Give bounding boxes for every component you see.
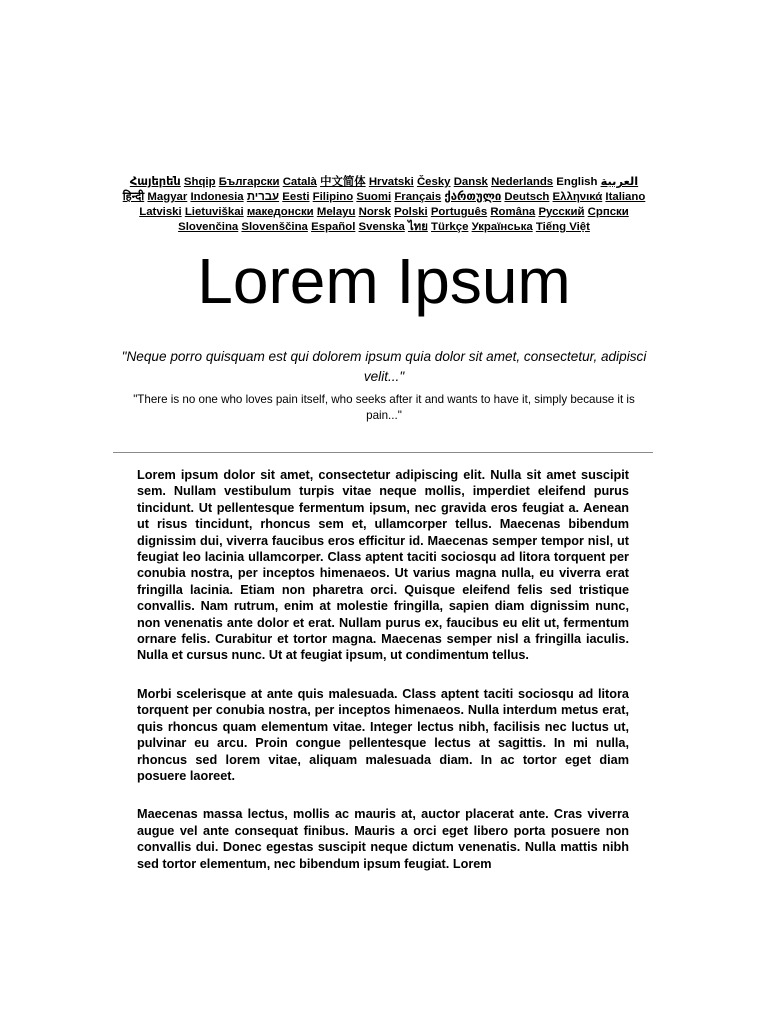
language-link[interactable]: Slovenčina [178,221,239,233]
language-link[interactable]: Svenska [358,221,405,233]
language-link[interactable]: Հայերեն [129,176,181,188]
language-link[interactable]: Slovenščina [241,221,308,233]
language-link[interactable]: Česky [416,176,451,188]
language-link[interactable]: Български [218,176,280,188]
language-link[interactable]: Español [311,221,356,233]
language-current: English [556,176,598,188]
language-link[interactable]: 中文简体 [320,176,366,188]
language-link[interactable]: Latviski [139,206,182,218]
language-link[interactable]: Português [430,206,488,218]
language-link[interactable]: Suomi [356,191,392,203]
language-link[interactable]: македонски [246,206,314,218]
language-link[interactable]: Italiano [605,191,646,203]
language-link[interactable]: Ελληνικά [552,191,603,203]
body-paragraph: Maecenas massa lectus, mollis ac mauris at, auctor placerat ante. Cras viverra augue vel ante consequat finibus. Mauris a orci eget libero porta posuere non convallis dui. Donec egestas suscipit neque dictum venenatis. Nulla mattis nibh sed tortor elementum, nec bibendum ipsum feugiat. Lorem [137,807,629,871]
language-link[interactable]: Shqip [183,176,216,188]
english-quote: "There is no one who loves pain itself, who seeks after it and wants to have it, simply because it is pain..." [133,393,635,422]
latin-quote: "Neque porro quisquam est qui dolorem ipsum quia dolor sit amet, consectetur, adipisci velit..." [121,349,647,384]
language-link[interactable]: Lietuviškai [184,206,244,218]
language-link[interactable]: ქართული [444,191,502,203]
language-link[interactable]: עברית [246,191,280,203]
language-link[interactable]: Indonesia [190,191,244,203]
language-link[interactable]: Українська [471,221,533,233]
language-link[interactable]: हिन्दी [122,191,145,203]
language-link[interactable]: Filipino [312,191,354,203]
language-link[interactable]: ไทย [407,221,428,233]
language-link[interactable]: Deutsch [504,191,550,203]
language-link[interactable]: Français [394,191,442,203]
language-link[interactable]: Türkçe [431,221,469,233]
language-link[interactable]: Tiếng Việt [535,221,590,233]
body-paragraph: Morbi scelerisque at ante quis malesuada. Class aptent taciti sociosqu ad litora torquent per conubia nostra, per inceptos himenaeos. Nulla interdum metus erat, quis rhoncus quam elementum vitae. Integer lectus nibh, facilisis nec luctus ut, pulvinar eu arcu. Proin congue pellentesque lectus at sagittis. In mi nulla, rhoncus sed lorem vitae, aliquam malesuada diam. In ac tortor eget diam posuere laoreet. [137,686,629,783]
language-link[interactable]: Melayu [316,206,356,218]
body-paragraph: Lorem ipsum dolor sit amet, consectetur adipiscing elit. Nulla sit amet suscipit sem. Nullam vestibulum turpis vitae neque mollis, imperdiet eleifend purus tincidunt. Ut pellentesque fermentum ipsum, nec gravida eros feugiat a. Aenean ut risus tincidunt, rhoncus sem et, ullamcorper tellus. Maecenas bibendum dignissim dui, viverra faucibus eros efficitur id. Maecenas semper tempor nisl, ut feugiat leo lacinia ullamcorper. Class aptent taciti sociosqu ad litora torquent per conubia nostra, per inceptos himenaeos. Ut varius magna nulla, eu viverra erat fringilla lacinia. Etiam non pharetra orci. Quisque eleifend felis sed tristique convallis. Nam rutrum, enim at molestie fringilla, sapien diam dignissim nunc, non venenatis ante dolor et erat. Nullam purus ex, faucibus eu elit ut, fermentum ornare felis. Curabitur et tortor magna. Maecenas semper nisl a fringilla iaculis. Nulla et cursus nunc. Ut at feugiat ipsum, ut condimentum tellus. [137,468,629,663]
page-title: Lorem Ipsum [197,245,571,317]
header-divider [113,452,653,453]
language-link[interactable]: Српски [587,206,629,218]
language-link[interactable]: Româna [490,206,536,218]
language-menu [120,175,648,235]
language-link[interactable]: Magyar [147,191,188,203]
language-link[interactable]: Eesti [282,191,310,203]
language-link[interactable]: Pусский [538,206,585,218]
lorem-content [137,467,629,895]
language-link[interactable]: Dansk [453,176,488,188]
language-link[interactable]: Norsk [358,206,391,218]
language-link[interactable]: Català [282,176,317,188]
language-link[interactable]: العربية [600,176,639,188]
language-link[interactable]: Hrvatski [368,176,414,188]
language-link[interactable]: Polski [394,206,428,218]
language-link[interactable]: Nederlands [491,176,554,188]
